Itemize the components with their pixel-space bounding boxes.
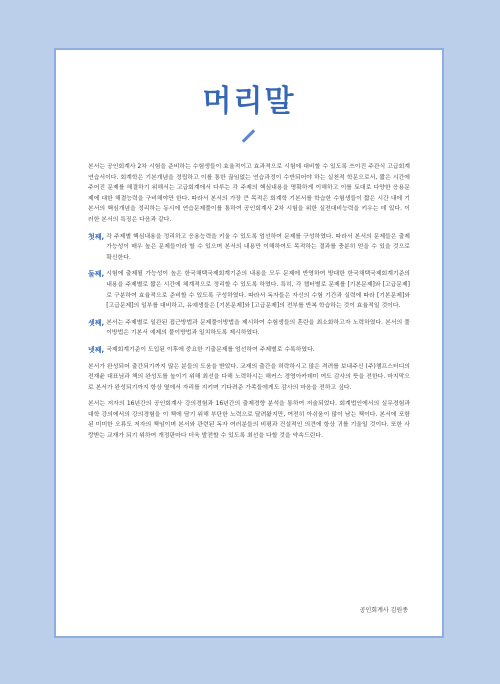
page-frame xyxy=(54,48,444,638)
feature-text: 본서는 주제별로 일관된 접근방법과 문제풀이방법을 제시하여 수험생들의 혼란을 최소화하고자 노력하였다. 본서의 풀이방법은 기본서 예제의 풀이방법과 일치하도록 제시하였다. xyxy=(106,319,410,337)
feature-text: 각 주제별 핵심내용을 정리하고 응용능력을 키울 수 있도록 엄선하여 문제를 구성하였다. 따라서 본서의 문제들은 출제가능성이 매우 높은 문제들이라 할 수 있으며 본서의 내용만 이해하여도 목적하는 결과를 충분히 얻을 수 있을 것으로 확신한다. xyxy=(106,233,410,261)
preface-body xyxy=(88,162,410,448)
feature-item-4 xyxy=(88,345,410,356)
thanks-paragraph: 본서가 완성되어 출간되기까지 많은 분들의 도움을 받았다. 교재의 출간을 허락하시고 많은 격려를 보내주신 (주)챔프스터디의 전재윤 대표님과 책의 완성도를 높이기 위해 최선을 다해 노력하시는 해커스 경영아카데미 여도 감사의 뜻을 전한다. 마지막으로 본서가 완성되기까지 항상 옆에서 자리를 지키며 기다려준 가족들에게도 감사의 마음을 전하고 싶다. xyxy=(88,363,410,391)
intro-paragraph: 본서는 공인회계사 2차 시험을 준비하는 수험생들이 효율적이고 효과적으로 시험에 대비할 수 있도록 쓰이진 주관식 고급회계 연습서이다. 회계학은 기본개념을 정립하고 이를 통한 끊임없는 연습과정이 수반되어야 하는 실천적 학문으로서, 짧은 시간에 주어진 문제를 해결하기 위해서는 고급회계에서 다루는 각 주제의 핵심내용을 명확하게 이해하고 이를 토대로 다양한 응용문제에 대한 해결능력을 구비해야만 한다. 따라서 본서의 가장 큰 목적은 회계학 기본서를 학습한 수험생들이 짧은 시간 내에 기본서의 핵심개념을 정리하는 동시에 연습문제풀이를 통하여 공인회계사 2차 시험을 위한 실전대비능력을 키우는 데 있다. 이러한 본서의 특징은 다음과 같다. xyxy=(88,164,410,223)
title-slash-decoration xyxy=(242,129,255,142)
feature-marker: 셋째, xyxy=(88,318,105,327)
feature-item-3 xyxy=(88,318,410,339)
feature-marker: 둘째, xyxy=(88,270,105,279)
feature-text: 국제회계기준이 도입된 이후에 중요한 기출문제를 엄선하여 주제별로 수록하였다. xyxy=(106,346,315,353)
feature-text: 시험에 출제될 가능성이 높은 한국채택국제회계기준의 내용을 모두 문제에 반영하여 방대한 한국채택국제회계기준의 내용을 주제별로 짧은 시간에 체계적으로 정리할 수 있도록 하였다. 특히, 각 챕터별로 문제를 [기본문제]와 [고급문제]로 구분하여 효율적으로 준비할 수 있도록 구성하였다. 따라서 독자들은 자신의 수험 기간과 실력에 따라 [기본문제]와 [고급문제]의 일부를 대비하고, 유예생들은 [기본문제]와 [고급문제]의 전부를 반복 학습하는 것이 효율적일 것이다. xyxy=(106,271,410,310)
feature-item-2 xyxy=(88,269,410,311)
feature-marker: 넷째, xyxy=(88,345,105,354)
author-signature: 공인회계사 김원종 xyxy=(359,607,408,614)
feature-marker: 첫째, xyxy=(88,232,105,241)
feature-item-1 xyxy=(88,232,410,264)
closing-paragraph: 본서는 저자의 16년간의 공인회계사 강의경험과 16년간의 출제경향 분석을 통하여 저술되었다. 회계법인에서의 실무경험과 대학 강의에서의 강의경험을 이 책에 담기 위해 부단한 노력으로 달려왔지만, 여전히 아쉬움이 많이 남는 책이다. 본서에 포함된 미미한 오류도 저자의 책임이며 본서와 관련된 독자 여러분들의 비평과 건설적인 의견에 항상 귀를 기울일 것이다. 또한 사랑받는 교재가 되기 위하여 개정판마다 더욱 발전할 수 있도록 최선을 다할 것을 약속드린다. xyxy=(88,401,410,440)
page-title: 머리말 xyxy=(202,84,296,119)
